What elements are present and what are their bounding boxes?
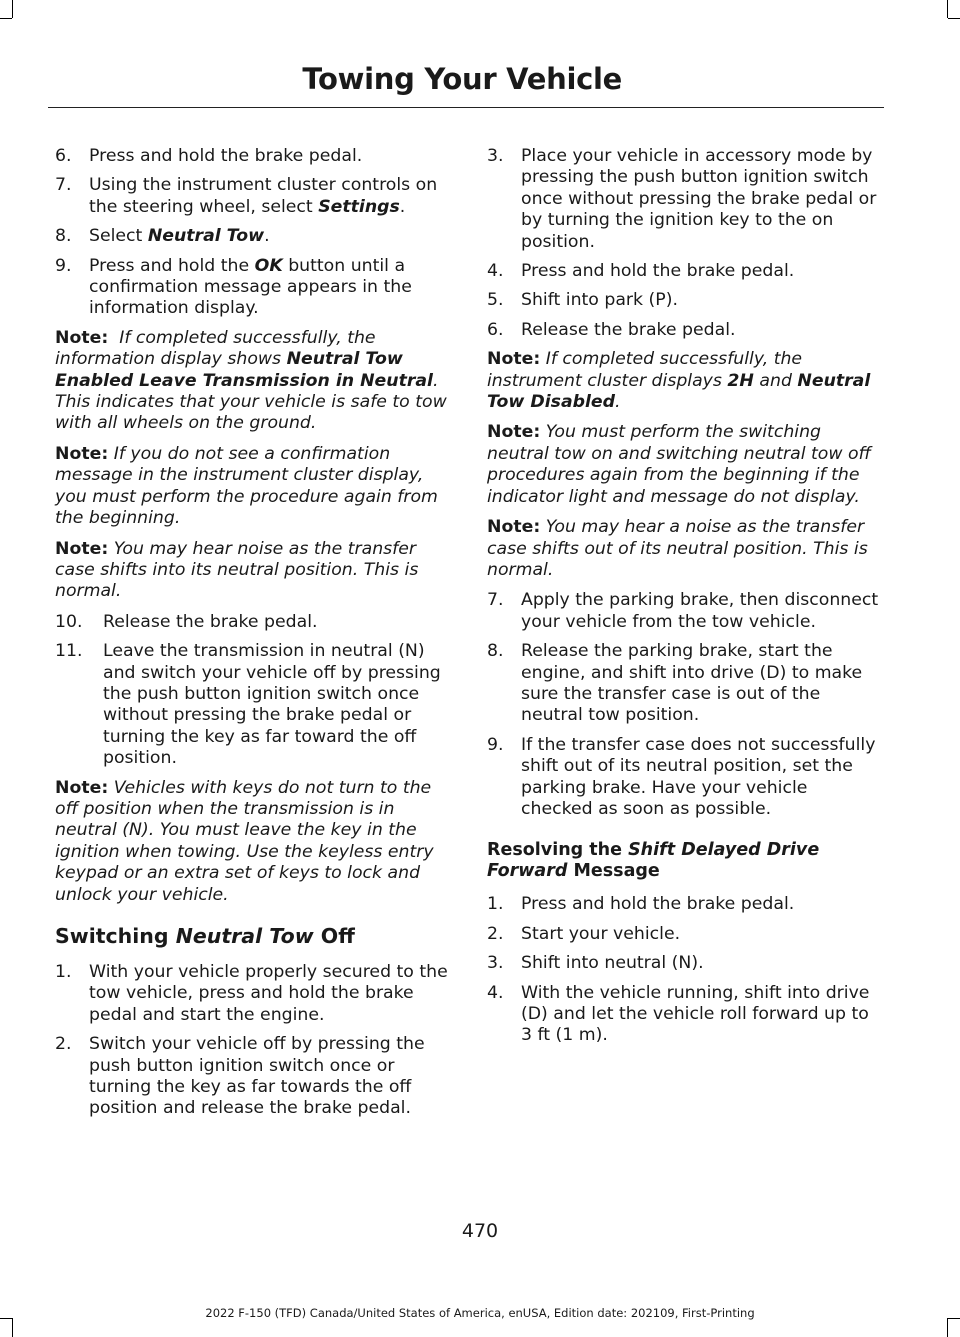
list-item: 6. Release the brake pedal. xyxy=(487,319,736,340)
note-keys: Note: Vehicles with keys do not turn to the off position when the transmission is in neutral (N). You must leave the key in the ignition when towing. Use the keyless entry keypad or an extra set of keys to lock and unlock your vehicle. xyxy=(55,777,434,905)
crop-mark xyxy=(947,0,948,18)
list-item: 2. Start your vehicle. xyxy=(487,923,681,944)
list-item: 3. Shift into neutral (N). xyxy=(487,953,704,974)
left-column xyxy=(55,146,450,1128)
list-item: 1. With your vehicle properly secured to the tow vehicle, press and hold the brake pedal and start the engine. xyxy=(55,962,448,1025)
list-item: 7. Using the instrument cluster controls on the steering wheel, select Settings. xyxy=(55,175,438,217)
section-heading-resolving: Resolving the Shift Delayed Drive Forward Message xyxy=(487,840,820,882)
list-item: 8. Select Neutral Tow. xyxy=(55,226,270,247)
list-item: 9. Press and hold the OK button until a confirmation message appears in the information display. xyxy=(55,255,412,319)
note-neutral-tow-enabled: Note: If completed successfully, the information display shows Neutral Tow Enabled Leave Transmission in Neutral. This indicates that your vehicle is safe to tow with all wheels on the ground. xyxy=(55,327,447,434)
section-heading-switching-off: Switching Neutral Tow Off xyxy=(55,924,355,948)
note-neutral-tow-disabled: Note: If completed successfully, the instrument cluster displays 2H and Neutral Tow Disabled. xyxy=(487,349,871,413)
crop-mark xyxy=(0,18,12,19)
header-divider xyxy=(48,107,884,108)
list-item: 11. Leave the transmission in neutral (N) and switch your vehicle off by pressing the push button ignition switch once without pressing the brake pedal or turning the key as far toward the off position. xyxy=(55,641,441,769)
crop-mark xyxy=(948,18,960,19)
list-item: 5. Shift into park (P). xyxy=(487,290,678,311)
list-item: 8. Release the parking brake, start the engine, and shift into drive (D) to make sure the transfer case is out of the neutral tow position. xyxy=(487,641,863,726)
list-item: 3. Place your vehicle in accessory mode by pressing the push button ignition switch once without pressing the brake pedal or by turning the ignition key to the on position. xyxy=(487,146,877,252)
list-item: 7. Apply the parking brake, then disconnect your vehicle from the tow vehicle. xyxy=(487,590,879,632)
list-item: 6. Press and hold the brake pedal. xyxy=(55,146,363,166)
right-column xyxy=(487,146,882,1055)
list-item: 2. Switch your vehicle off by pressing the push button ignition switch once or turning the key as far towards the off position and release the brake pedal. xyxy=(55,1034,425,1119)
list-item: 1. Press and hold the brake pedal. xyxy=(487,894,795,915)
crop-mark xyxy=(12,1318,13,1337)
page-number: 470 xyxy=(461,1220,499,1242)
note-transfer-case-noise: Note: You may hear noise as the transfer case shifts into its neutral position. This is normal. xyxy=(55,538,419,602)
list-item: 9. If the transfer case does not successfully shift out of its neutral position, set the parking brake. Have your vehicle checked as soon as possible. xyxy=(487,734,876,819)
note-transfer-case-out: Note: You may hear a noise as the transfer case shifts out of its neutral position. This is normal. xyxy=(487,517,868,580)
list-item: 4. With the vehicle running, shift into drive (D) and let the vehicle roll forward up to 3 ft (1 m). xyxy=(487,982,870,1046)
crop-mark xyxy=(947,1318,948,1337)
list-item: 4. Press and hold the brake pedal. xyxy=(487,261,795,282)
note-no-confirmation: Note: If you do not see a confirmation message in the instrument cluster display, you must perform the procedure again from the beginning. xyxy=(55,443,438,529)
crop-mark xyxy=(12,0,13,18)
note-repeat-procedure: Note: You must perform the switching neutral tow on and switching neutral tow off procedures again from the beginning if the indicator light and message do not display. xyxy=(487,422,872,507)
page-title: Towing Your Vehicle xyxy=(302,62,622,96)
footer-edition: 2022 F-150 (TFD) Canada/United States of America, enUSA, Edition date: 202109, First-Printing xyxy=(205,1306,755,1320)
list-item: 10. Release the brake pedal. xyxy=(55,611,318,632)
